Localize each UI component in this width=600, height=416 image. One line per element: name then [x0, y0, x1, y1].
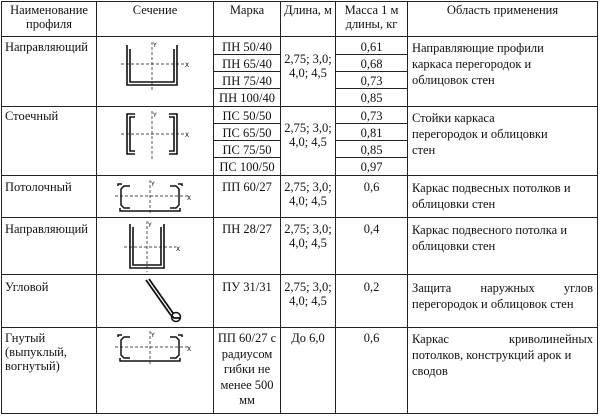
profile-name: Потолочный	[5, 180, 72, 194]
mark-cell: ПН 50/40	[222, 40, 272, 54]
header-profile-name-line: Наименование	[10, 3, 88, 17]
area-line: перегородок и облицовки	[412, 127, 548, 141]
length-cell	[281, 222, 335, 250]
mass-cell: 0,81	[360, 126, 383, 140]
mark-line: мм	[239, 393, 255, 407]
length-line: 2,75; 3,0;	[284, 280, 332, 294]
application-area	[408, 40, 597, 88]
mass-cell: 0,97	[360, 160, 383, 174]
application-area	[408, 331, 597, 379]
mark-cell: ПС 100/50	[219, 160, 275, 174]
mark-cell: ПС 75/50	[222, 143, 272, 157]
svg-text:X: X	[176, 246, 181, 253]
length-cell: До 6,0	[291, 331, 325, 345]
ceiling-profile-section-icon	[112, 178, 198, 216]
mark-cell: ПУ 31/31	[222, 280, 272, 294]
area-line: Направляющие профили	[412, 41, 544, 55]
length-line: 2,75; 3,0;	[284, 180, 332, 194]
mass-cell: 0,6	[363, 331, 380, 345]
svg-text:Y: Y	[151, 332, 155, 339]
length-cell	[281, 180, 335, 208]
mark-cell: ПП 60/27	[222, 180, 272, 194]
mass-cell: 0,61	[360, 40, 383, 54]
svg-text:Y: Y	[151, 181, 155, 188]
header-mass	[336, 3, 407, 31]
profile-name: Направляющий	[5, 222, 88, 236]
header-length: Длина, м	[284, 3, 332, 17]
profile-name: Направляющий	[5, 40, 88, 54]
mark-cell: ПС 50/50	[222, 109, 272, 123]
mass-cell: 0,85	[360, 143, 383, 157]
length-line: 4,0; 4,5	[289, 236, 327, 250]
mark-cell: ПН 28/27	[222, 222, 272, 236]
mark-line: радиусом	[221, 346, 273, 361]
svg-text:X: X	[185, 62, 190, 69]
area-line: потолков, конструкций арок и	[412, 348, 572, 362]
profile-name-line: вогнутый)	[5, 359, 60, 373]
svg-text:Y: Y	[153, 42, 157, 49]
length-line: 4,0; 4,5	[289, 294, 327, 308]
svg-text:Y: Y	[153, 112, 157, 119]
area-line: облицовок стен	[412, 73, 495, 87]
length-cell	[281, 280, 335, 308]
area-line: Каркас подвесных потолков и	[412, 181, 571, 195]
header-mark: Марка	[229, 3, 265, 17]
mark-cell: ПН 65/40	[222, 57, 272, 71]
length-line: 4,0; 4,5	[289, 194, 327, 208]
length-cell	[281, 52, 335, 80]
area-line: облицовки стен	[412, 197, 496, 211]
mark-cell: ПН 75/40	[222, 74, 272, 88]
svg-text:X: X	[185, 132, 190, 139]
profile-name: Стоечный	[5, 109, 59, 123]
mass-cell: 0,85	[360, 91, 383, 105]
mass-cell: 0,4	[363, 222, 380, 236]
area-line: Стойки каркаса	[412, 111, 495, 125]
length-line: 2,75; 3,0;	[284, 222, 332, 236]
application-area	[408, 222, 597, 254]
application-area	[408, 280, 597, 312]
header-profile-name-line: профиля	[26, 17, 72, 31]
bent-profile-section-icon	[112, 330, 198, 366]
mark-cell: ПС 65/50	[222, 126, 272, 140]
svg-text:X: X	[187, 195, 192, 202]
svg-text:Y: Y	[148, 222, 152, 229]
mark-cell: ПН 100/40	[219, 91, 275, 105]
area-line: Защита наружных углов	[412, 281, 593, 295]
area-line: Каркас подвесного потолка и	[412, 223, 568, 237]
area-line: перегородок и облицовок стен	[412, 297, 574, 311]
header-application-area: Область применения	[446, 3, 559, 17]
header-section: Сечение	[132, 3, 178, 17]
profile-name: Угловой	[5, 280, 49, 294]
application-area	[408, 110, 597, 158]
profile-name-line: (выпуклый,	[5, 345, 67, 359]
mass-cell: 0,73	[360, 74, 383, 88]
area-line: Каркас криволинейных	[412, 332, 593, 346]
application-area	[408, 180, 597, 212]
area-line: стен	[412, 143, 436, 157]
mass-cell: 0,68	[360, 57, 383, 71]
mark-line: гибки не	[223, 362, 271, 376]
length-line: 2,75; 3,0;	[284, 52, 332, 66]
header-mass-line: Масса 1 м	[344, 3, 399, 17]
header-profile-name	[2, 3, 96, 31]
guide-profile-section-icon	[115, 41, 195, 93]
corner-profile-section-icon	[140, 276, 190, 326]
header-mass-line: длины, кг	[345, 17, 398, 31]
length-line: 4,0; 4,5	[289, 135, 327, 149]
mass-cell: 0,6	[363, 180, 380, 194]
guide-ceiling-profile-section-icon	[120, 220, 190, 274]
length-line: 2,75; 3,0;	[284, 121, 332, 135]
mark-line: ПП 60/27 с	[217, 331, 277, 345]
mass-cell: 0,73	[360, 109, 383, 123]
profile-name-line: Гнутый	[5, 331, 46, 345]
profile-name	[2, 331, 96, 373]
stud-profile-section-icon	[115, 110, 195, 162]
length-line: 4,0; 4,5	[289, 66, 327, 80]
mass-cell: 0,2	[363, 280, 380, 294]
area-line: сводов	[412, 364, 448, 378]
area-line: облицовки стен	[412, 239, 496, 253]
mark-line: менее 500	[220, 377, 274, 392]
length-cell	[281, 121, 335, 149]
mark-cell	[214, 331, 280, 409]
area-line: каркаса перегородок и	[412, 57, 532, 71]
svg-text:X: X	[187, 346, 192, 353]
